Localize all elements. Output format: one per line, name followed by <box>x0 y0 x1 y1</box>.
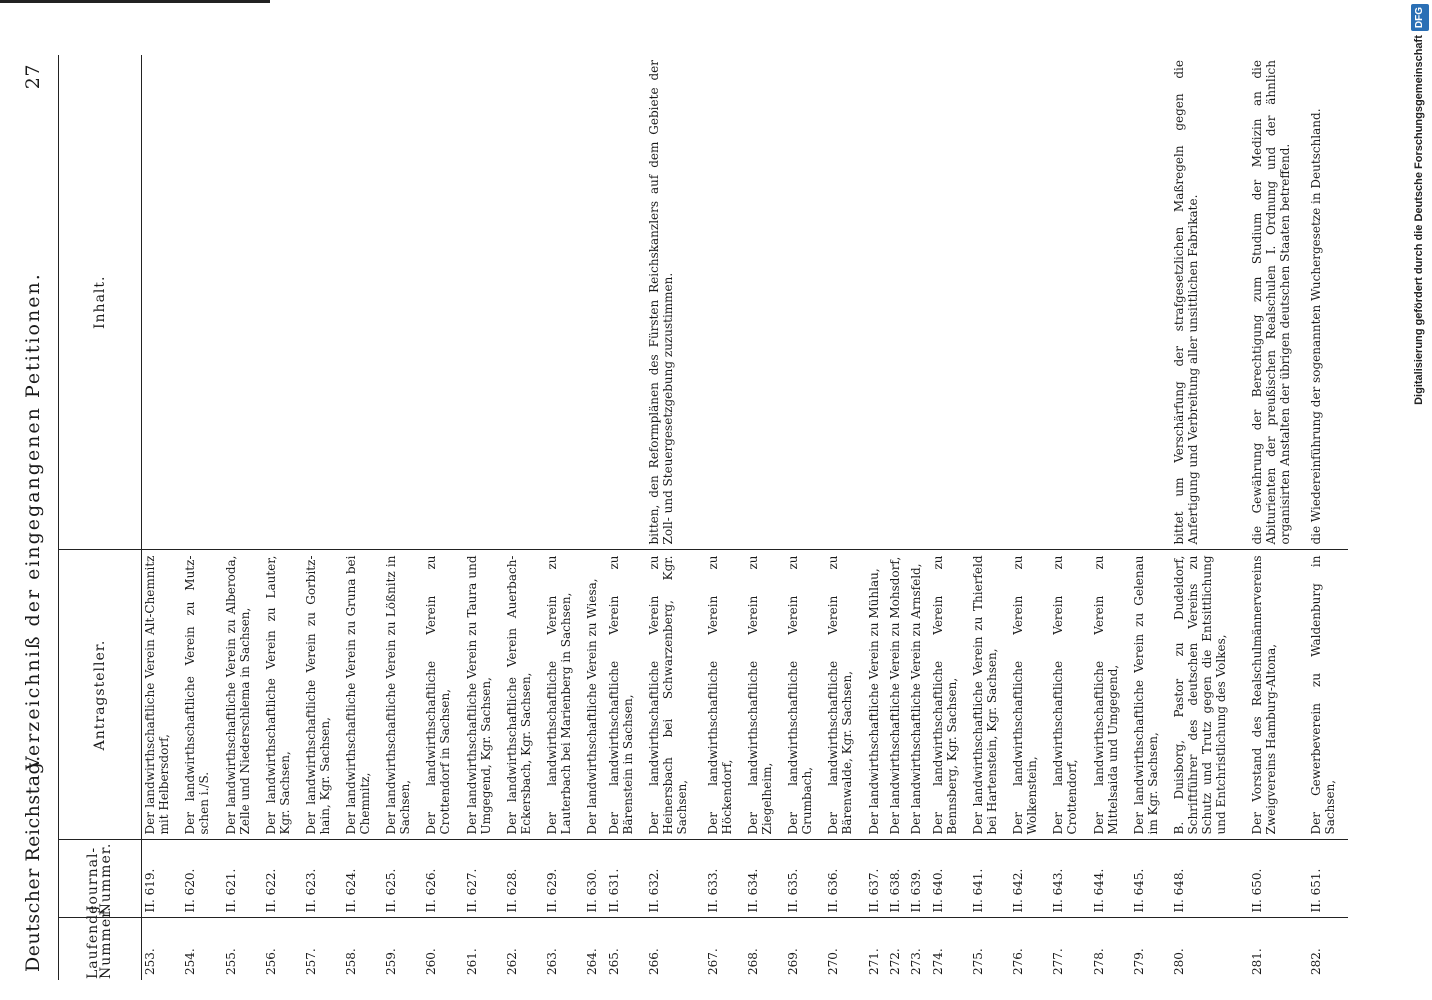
row-petitioner: Der landwirthschaftliche Verein zu Crottendorf in Sachsen, <box>424 555 453 835</box>
table-row <box>1308 55 1348 980</box>
row-journal-number: II. 632. <box>646 868 661 913</box>
row-petitioner: Der landwirthschaftliche Verein zu Mittelsaida und Umgegend, <box>1091 555 1120 835</box>
table-row <box>303 55 343 980</box>
row-journal-number: II. 626. <box>424 868 439 913</box>
row-journal-number: II. 648. <box>1171 868 1186 913</box>
row-petitioner: Der Vorstand des Realschulmännervereins Zweigvereins Hamburg-Altona, <box>1249 555 1278 835</box>
row-number: 259. <box>384 948 399 975</box>
row-number: 256. <box>263 948 278 975</box>
scan-edge-mark <box>0 0 270 3</box>
row-petitioner: Der landwirthschaftliche Verein zu Lauterbach bei Marienberg in Sachsen, <box>545 555 574 835</box>
petitions-table <box>58 55 1348 980</box>
row-journal-number: II. 633. <box>705 868 720 913</box>
table-row <box>263 55 303 980</box>
row-number: 261. <box>464 948 479 975</box>
table-row <box>343 55 383 980</box>
table-row <box>785 55 825 980</box>
row-journal-number: II. 645. <box>1131 868 1146 913</box>
page-header <box>14 60 54 980</box>
row-number: 271. <box>866 948 881 975</box>
row-number: 274. <box>930 948 945 975</box>
table-row <box>223 55 263 980</box>
rotated-sheet <box>0 40 1410 1000</box>
row-journal-number: II. 631. <box>606 868 621 913</box>
row-petitioner: Der landwirthschaftliche Verein zu Arnsfeld, <box>909 563 924 835</box>
table-row <box>504 55 544 980</box>
row-petitioner: Der landwirthschaftliche Verein zu Mutz-schen i./S. <box>183 555 212 835</box>
row-number: 281. <box>1249 948 1264 975</box>
row-petitioner: Der Gewerbeverein zu Waldenburg in Sachsen, <box>1308 555 1337 835</box>
table-row <box>606 55 646 980</box>
dfg-credit-text: Digitalisierung gefördert durch die Deutsche Forschungsgemeinschaft <box>1413 35 1425 405</box>
row-journal-number: II. 621. <box>223 868 238 913</box>
row-journal-number: II. 620. <box>183 868 198 913</box>
table-row <box>182 55 222 980</box>
page-title: Verzeichniß der eingegangenen Petitionen. <box>22 272 44 770</box>
table-row <box>584 55 605 980</box>
table-row <box>970 55 1010 980</box>
row-petitioner: Der landwirthschaftliche Verein zu Crottendorf, <box>1051 555 1080 835</box>
row-petitioner: Der landwirthschaftliche Verein zu Taura und Umgegend, Kgr. Sachsen, <box>464 555 493 835</box>
row-journal-number: II. 635. <box>786 868 801 913</box>
row-number: 272. <box>887 948 902 975</box>
row-journal-number: II. 644. <box>1091 868 1106 913</box>
row-number: 265. <box>606 948 621 975</box>
table-row <box>930 55 970 980</box>
row-journal-number: II. 651. <box>1308 868 1323 913</box>
row-petitioner: Der landwirthschaftliche Verein zu Höckendorf, <box>705 555 734 835</box>
row-petitioner: Der landwirthschaftliche Verein zu Bärenstein in Sachsen, <box>606 555 635 835</box>
row-number: 266. <box>646 948 661 975</box>
row-number: 278. <box>1091 948 1106 975</box>
dfg-credit-strip <box>1410 4 1428 994</box>
row-petitioner: Der landwirthschaftliche Verein zu Ziegelheim, <box>745 555 774 835</box>
row-content: die Gewährung der Berechtigung zum Studium der Medizin an die Abiturienten der preußischen Realschulen I. Ordnung und der ähnlich organisirten Anstalten der übrigen deutschen Staaten betreffend. <box>1249 60 1292 545</box>
row-number: 275. <box>970 948 985 975</box>
table-row <box>705 55 745 980</box>
row-journal-number: II. 636. <box>826 868 841 913</box>
row-journal-number: II. 623. <box>303 868 318 913</box>
row-journal-number: II. 650. <box>1249 868 1264 913</box>
column-header-journal: Journal-Nummer. <box>59 840 142 918</box>
row-journal-number: II. 622. <box>263 868 278 913</box>
row-number: 257. <box>303 948 318 975</box>
row-petitioner: Der landwirthschaftliche Verein zu Alberoda, Zelle und Niederschlema in Sachsen, <box>223 555 252 835</box>
column-header-inhalt: Inhalt. <box>59 55 142 550</box>
row-petitioner: Der landwirthschaftliche Verein zu Lauter, Kgr. Sachsen, <box>263 555 292 835</box>
row-petitioner: Der landwirthschaftliche Verein zu Mohsdorf, <box>887 556 902 835</box>
row-journal-number: II. 625. <box>384 868 399 913</box>
row-petitioner: Der landwirthschaftliche Verein zu Thierfeld bei Hartenstein, Kgr. Sachsen, <box>970 555 999 835</box>
table-row <box>1131 55 1171 980</box>
row-number: 267. <box>705 948 720 975</box>
row-content: bitten, den Reformplänen des Fürsten Reichskanzlers auf dem Gebiete der Zoll- und Steuergesetzgebung zuzustimmen. <box>646 60 675 545</box>
row-number: 273. <box>909 948 924 975</box>
row-number: 263. <box>545 948 560 975</box>
row-number: 282. <box>1308 948 1323 975</box>
row-number: 280. <box>1171 948 1186 975</box>
row-petitioner: Der landwirthschaftliche Verein zu Bennsberg, Kgr. Sachsen, <box>930 555 959 835</box>
row-number: 269. <box>786 948 801 975</box>
table-header-row <box>59 55 142 980</box>
table-row <box>1249 55 1308 980</box>
page-number: 27 <box>22 64 44 90</box>
column-header-antragsteller: Antragsteller. <box>59 550 142 840</box>
table-row <box>745 55 785 980</box>
column-header-laufende: Laufende Nummer. <box>59 918 142 980</box>
table-row <box>866 55 887 980</box>
table-row <box>383 55 423 980</box>
row-journal-number: II. 628. <box>504 868 519 913</box>
row-number: 262. <box>504 948 519 975</box>
row-journal-number: II. 642. <box>1011 868 1026 913</box>
table-row <box>1050 55 1090 980</box>
row-petitioner: Der landwirthschaftliche Verein zu Gruna bei Chemnitz, <box>344 555 373 835</box>
row-journal-number: II. 624. <box>344 868 359 913</box>
row-number: 253. <box>143 948 157 975</box>
row-journal-number: II. 643. <box>1051 868 1066 913</box>
row-petitioner: Der landwirthschaftliche Verein zu Wiesa, <box>585 578 600 835</box>
table-row <box>908 55 929 980</box>
row-petitioner: Der landwirthschaftliche Verein zu Gorbitz-hain, Kgr. Sachsen, <box>303 555 332 835</box>
row-journal-number: II. 629. <box>545 868 560 913</box>
table-body <box>142 55 1349 980</box>
row-number: 258. <box>344 948 359 975</box>
publication-name: Deutscher Reichstag. <box>22 755 44 972</box>
row-journal-number: II. 637. <box>866 868 881 913</box>
dfg-logo: DFG <box>1411 4 1429 31</box>
table-row <box>887 55 908 980</box>
row-journal-number: II. 627. <box>464 868 479 913</box>
table-row <box>825 55 865 980</box>
row-petitioner: Der landwirthschaftliche Verein zu Mühlau, <box>866 568 881 835</box>
row-petitioner: Der landwirthschaftliche Verein zu Gelenau im Kgr. Sachsen, <box>1131 555 1160 835</box>
row-number: 255. <box>223 948 238 975</box>
table-row <box>1171 55 1249 980</box>
row-petitioner: Der landwirthschaftliche Verein Auerbach-Eckersbach, Kgr. Sachsen, <box>504 555 533 835</box>
row-journal-number: II. 638. <box>887 868 902 913</box>
table-row <box>142 55 183 980</box>
row-number: 270. <box>826 948 841 975</box>
row-number: 277. <box>1051 948 1066 975</box>
row-petitioner: Der landwirthschaftliche Verein zu Heinersbach bei Schwarzenberg, Kgr. Sachsen, <box>646 555 689 835</box>
table-row <box>646 55 705 980</box>
row-journal-number: II. 639. <box>909 868 924 913</box>
row-content: bittet um Verschärfung der strafgesetzlichen Maßregeln gegen die Anfertigung und Verbreitung aller unsittlichen Fabrikate. <box>1171 60 1200 545</box>
row-petitioner: B. Duisborg, Pastor zu Dudeldorf, Schriftführer des deutschen Vereins zu Schutz und Trutz gegen die Entsittlichung und Entchristlichung des Volkes, <box>1171 555 1228 835</box>
row-journal-number: II. 619. <box>143 868 157 913</box>
row-journal-number: II. 640. <box>930 868 945 913</box>
table-row <box>423 55 463 980</box>
row-number: 276. <box>1011 948 1026 975</box>
row-petitioner: Der landwirthschaftliche Verein zu Bärenwalde, Kgr. Sachsen, <box>826 555 855 835</box>
row-number: 254. <box>183 948 198 975</box>
table-row <box>1010 55 1050 980</box>
row-number: 264. <box>585 948 600 975</box>
table-row <box>464 55 504 980</box>
table-row <box>544 55 584 980</box>
row-journal-number: II. 634. <box>745 868 760 913</box>
row-journal-number: II. 641. <box>970 868 985 913</box>
row-number: 268. <box>745 948 760 975</box>
row-petitioner: Der landwirthschaftliche Verein Alt-Chemnitz mit Helbersdorf, <box>143 555 171 835</box>
row-number: 279. <box>1131 948 1146 975</box>
row-petitioner: Der landwirthschaftliche Verein zu Lößnitz in Sachsen, <box>384 555 413 835</box>
row-petitioner: Der landwirthschaftliche Verein zu Wolkenstein, <box>1011 555 1040 835</box>
row-number: 260. <box>424 948 439 975</box>
row-content: die Wiedereinführung der sogenannten Wuchergesetze in Deutschland. <box>1308 108 1323 545</box>
row-journal-number: II. 630. <box>585 868 600 913</box>
table-row <box>1091 55 1131 980</box>
row-petitioner: Der landwirthschaftliche Verein zu Grumbach, <box>786 555 815 835</box>
